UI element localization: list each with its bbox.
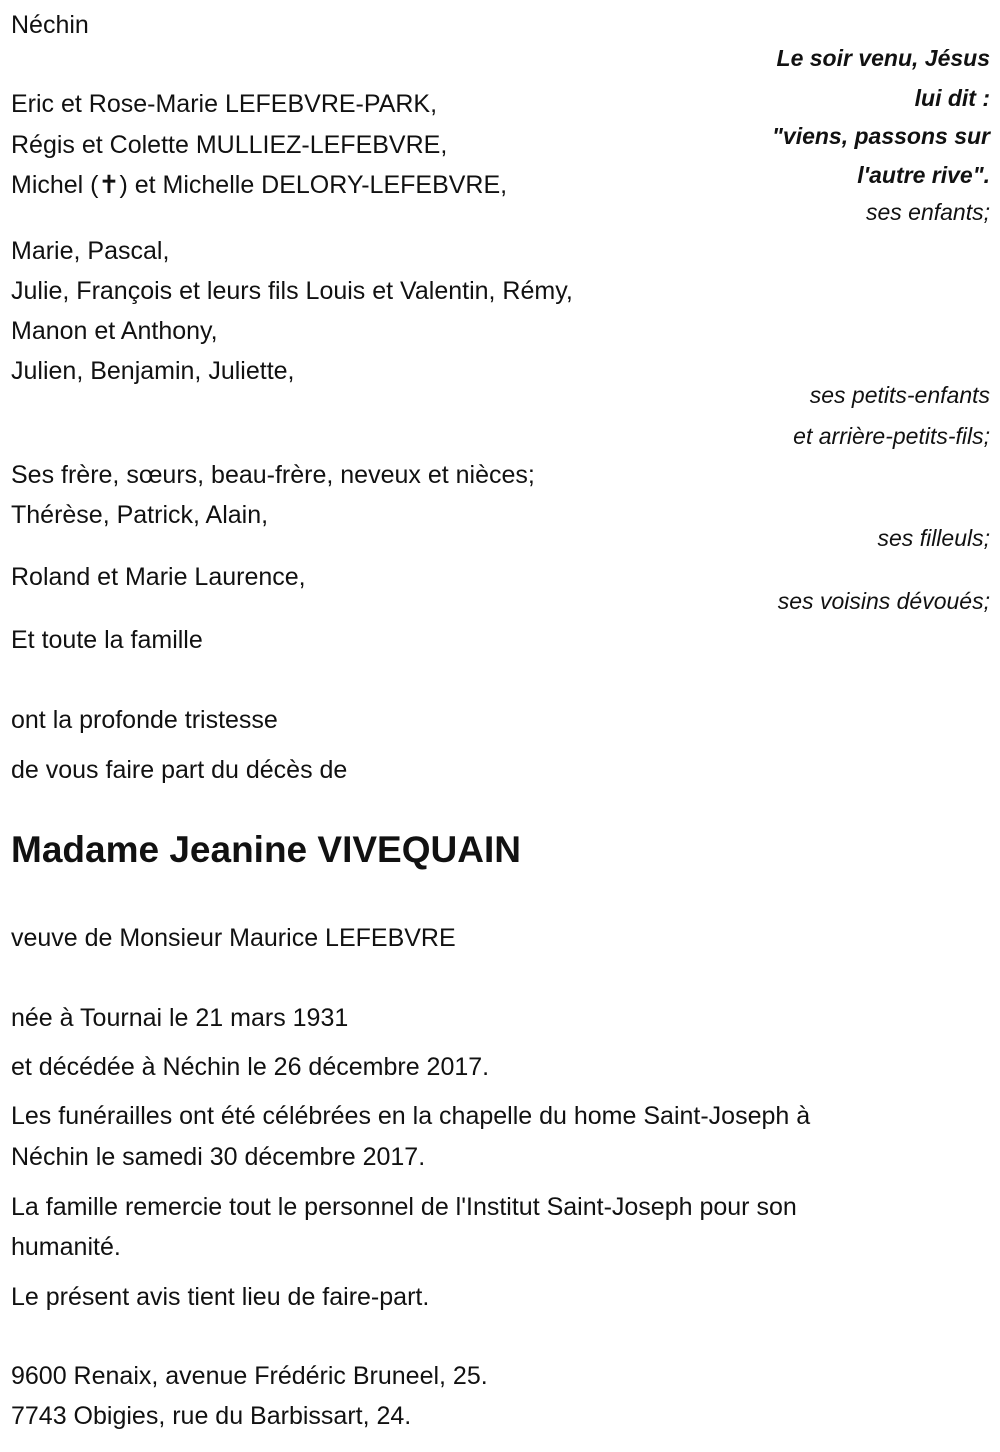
siblings: Ses frère, sœurs, beau-frère, neveux et nièces;	[11, 461, 535, 489]
announce-line: de vous faire part du décès de	[11, 756, 348, 784]
grandchild-line: Marie, Pascal,	[11, 237, 170, 265]
family: Et toute la famille	[11, 626, 203, 654]
notice: Le présent avis tient lieu de faire-part.	[11, 1283, 430, 1311]
godchildren: Thérèse, Patrick, Alain,	[11, 501, 269, 529]
deceased-name: Madame Jeanine VIVEQUAIN	[11, 829, 521, 870]
quote-line: "viens, passons sur	[772, 123, 990, 149]
child-line: Régis et Colette MULLIEZ-LEFEBVRE,	[11, 131, 448, 159]
child-line: Eric et Rose-Marie LEFEBVRE-PARK,	[11, 90, 438, 118]
quote-line: Le soir venu, Jésus	[776, 45, 990, 71]
children-label: ses enfants;	[865, 199, 990, 225]
child-line: Michel (✝) et Michelle DELORY-LEFEBVRE,	[11, 171, 508, 199]
died: et décédée à Néchin le 26 décembre 2017.	[11, 1053, 490, 1081]
widow: veuve de Monsieur Maurice LEFEBVRE	[11, 924, 456, 952]
grandchild-line: Manon et Anthony,	[11, 317, 218, 345]
quote-line: lui dit :	[914, 85, 990, 111]
neighbours: Roland et Marie Laurence,	[11, 563, 306, 591]
address: 7743 Obigies, rue du Barbissart, 24.	[11, 1402, 412, 1430]
neighbours-label: ses voisins dévoués;	[777, 588, 990, 614]
thanks-line: La famille remercie tout le personnel de l'Institut Saint-Joseph pour son	[11, 1193, 797, 1221]
announce-line: ont la profonde tristesse	[11, 706, 278, 734]
grandchildren-label: ses petits-enfants	[809, 382, 990, 408]
funeral-line: Néchin le samedi 30 décembre 2017.	[11, 1143, 426, 1171]
grandchild-line: Julie, François et leurs fils Louis et Valentin, Rémy,	[11, 277, 573, 305]
quote-line: l'autre rive".	[857, 162, 990, 188]
place: Néchin	[11, 11, 89, 39]
thanks-line: humanité.	[11, 1233, 121, 1261]
grandchild-line: Julien, Benjamin, Juliette,	[11, 357, 295, 385]
funeral-line: Les funérailles ont été célébrées en la chapelle du home Saint-Joseph à	[11, 1102, 811, 1130]
godchildren-label: ses filleuls;	[877, 525, 990, 551]
born: née à Tournai le 21 mars 1931	[11, 1004, 349, 1032]
grandchildren-label: et arrière-petits-fils;	[793, 423, 990, 449]
address: 9600 Renaix, avenue Frédéric Bruneel, 25.	[11, 1362, 488, 1390]
